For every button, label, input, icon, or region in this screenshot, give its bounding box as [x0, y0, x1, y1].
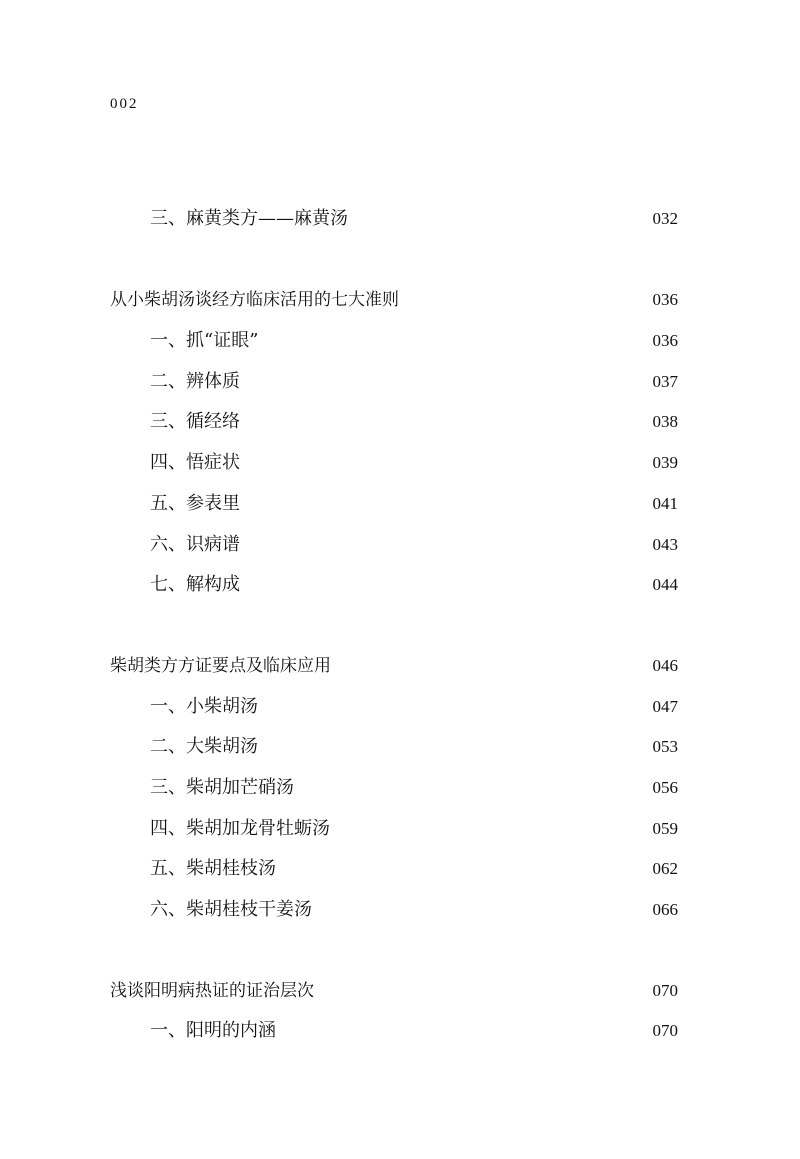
- toc-entry-page: 041: [652, 494, 678, 513]
- toc-entry: [0, 692, 800, 722]
- toc-entry-title: 三、麻黄类方——麻黄汤: [150, 208, 348, 229]
- page-number: 002: [110, 96, 139, 112]
- toc-entry: [0, 570, 800, 600]
- toc-entry: [0, 407, 800, 437]
- toc-chapter-title: 柴胡类方方证要点及临床应用: [110, 656, 331, 676]
- toc-entry: [0, 773, 800, 803]
- toc-entry-title: 四、悟症状: [150, 452, 240, 473]
- toc-entry: [0, 530, 800, 560]
- toc-entry-title: 五、柴胡桂枝汤: [150, 858, 276, 879]
- toc-entry-page: 038: [652, 412, 678, 431]
- toc-entry: [0, 895, 800, 925]
- toc-chapter-page: 070: [652, 981, 678, 1000]
- toc-entry-title: 二、大柴胡汤: [150, 736, 258, 757]
- toc-entry: [0, 448, 800, 478]
- toc-entry-page: 053: [652, 737, 678, 756]
- toc-entry-title: 五、参表里: [150, 493, 240, 514]
- toc-entry-page: 062: [652, 859, 678, 878]
- toc-entry-title: 六、柴胡桂枝干姜汤: [150, 899, 312, 920]
- toc-chapter-page: 046: [652, 656, 678, 675]
- toc-entry-title: 一、阳明的内涵: [150, 1020, 276, 1041]
- toc-entry-page: 056: [652, 778, 678, 797]
- toc-entry-title: 三、循经络: [150, 411, 240, 432]
- toc-chapter-heading: [0, 651, 800, 681]
- toc-chapter-title: 从小柴胡汤谈经方临床活用的七大准则: [110, 290, 399, 310]
- toc-entry-title: 四、柴胡加龙骨牡蛎汤: [150, 818, 330, 839]
- toc-entry: [0, 326, 800, 356]
- toc-entry-page: 037: [652, 372, 678, 391]
- toc-chapter-heading: [0, 285, 800, 315]
- toc-entry: [0, 854, 800, 884]
- toc-entry-title: 七、解构成: [150, 574, 240, 595]
- toc-entry: [0, 489, 800, 519]
- toc-chapter-heading: [0, 976, 800, 1006]
- toc-entry-title: 一、抓“证眼”: [150, 330, 259, 351]
- toc-entry-title: 一、小柴胡汤: [150, 696, 258, 717]
- toc-entry-page: 039: [652, 453, 678, 472]
- toc-entry-page: 070: [652, 1021, 678, 1040]
- toc-entry-page: 043: [652, 535, 678, 554]
- toc-entry-page: 036: [652, 331, 678, 350]
- toc-entry-title: 三、柴胡加芒硝汤: [150, 777, 294, 798]
- toc-entry: [0, 204, 800, 234]
- toc-entry-page: 059: [652, 819, 678, 838]
- toc-entry-page: 032: [652, 209, 678, 228]
- toc-entry: [0, 1016, 800, 1046]
- toc-entry-page: 047: [652, 697, 678, 716]
- toc-entry-title: 六、识病谱: [150, 534, 240, 555]
- toc-entry-page: 066: [652, 900, 678, 919]
- toc-entry-page: 044: [652, 575, 678, 594]
- toc-entry: [0, 814, 800, 844]
- toc-entry-title: 二、辨体质: [150, 371, 240, 392]
- toc-entry: [0, 367, 800, 397]
- toc-chapter-title: 浅谈阳明病热证的证治层次: [110, 981, 314, 1001]
- toc-chapter-page: 036: [652, 290, 678, 309]
- toc-entry: [0, 732, 800, 762]
